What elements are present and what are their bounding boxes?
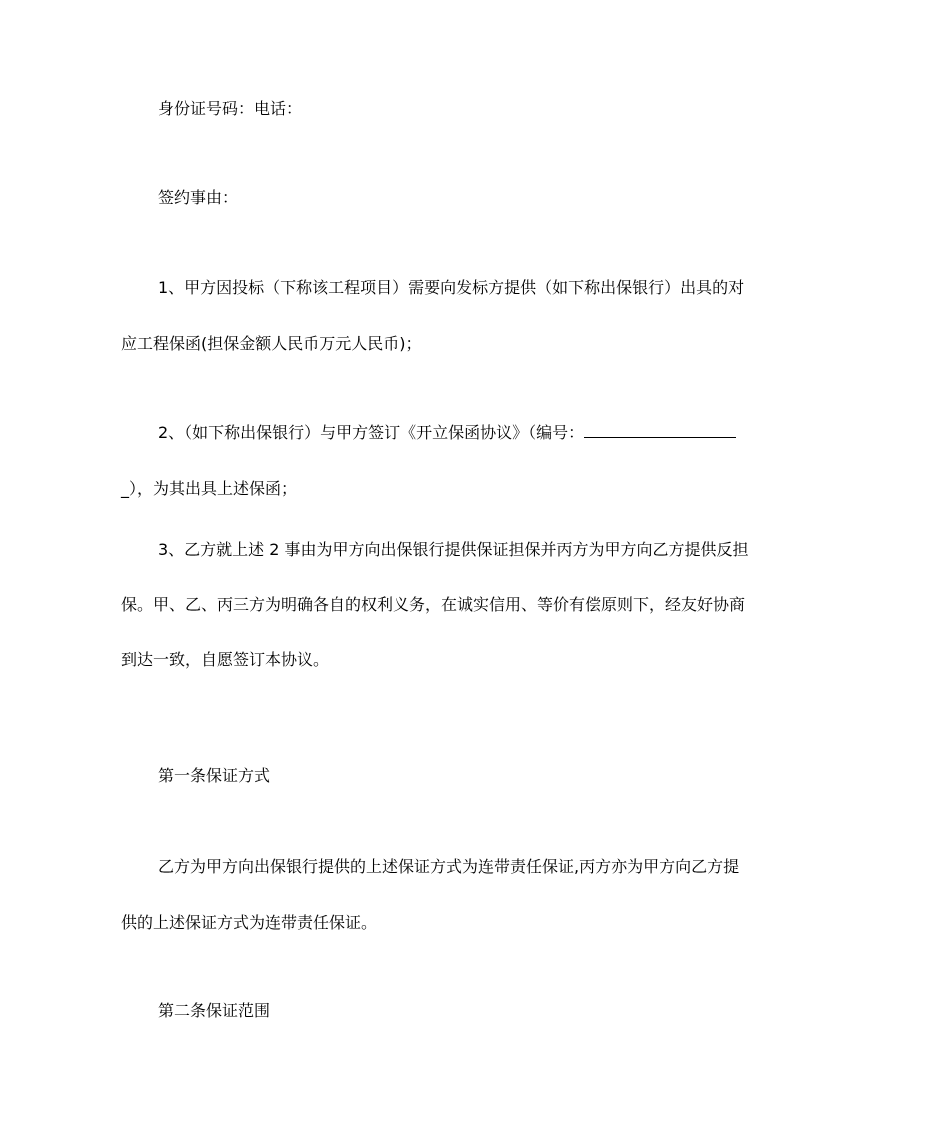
article-1-line-1: 乙方为甲方向出保银行提供的上述保证方式为连带责任保证,丙方亦为甲方向乙方提 — [158, 857, 740, 876]
item-2-line-1 — [121, 419, 831, 447]
reason-heading: 签约事由： — [158, 188, 239, 207]
item-1-line-1: 1、甲方因投标（下称该工程项目）需要向发标方提供（如下称出保银行）出具的对 — [158, 278, 745, 297]
item-3-paragraph — [121, 536, 831, 674]
article-2-heading: 第二条保证范围 — [158, 1001, 271, 1020]
item-3-line-3: 到达一致，自愿签订本协议。 — [121, 650, 330, 669]
article-1-heading-paragraph — [121, 762, 831, 790]
item-1-paragraph — [121, 274, 831, 358]
id-phone-paragraph — [121, 95, 831, 123]
item-2-line-1-text: 2、（如下称出保银行）与甲方签订《开立保函协议》（编号： — [158, 423, 585, 442]
item-2-line-2: _），为其出具上述保函； — [121, 479, 298, 498]
reason-heading-paragraph — [121, 184, 831, 212]
contract-number-blank — [584, 419, 736, 438]
item-1-line-2: 应工程保函(担保金额人民币万元人民币)； — [121, 334, 422, 353]
article-1-body-paragraph — [121, 853, 831, 937]
article-1-heading: 第一条保证方式 — [158, 766, 271, 785]
item-2-paragraph — [121, 419, 831, 503]
item-3-line-2: 保。甲、乙、丙三方为明确各自的权利义务，在诚实信用、等价有偿原则下，经友好协商 — [121, 595, 746, 614]
article-2-heading-paragraph — [121, 997, 831, 1025]
id-phone-line: 身份证号码：电话： — [158, 99, 303, 118]
item-3-line-1: 3、乙方就上述 2 事由为甲方向出保银行提供保证担保并丙方为甲方向乙方提供反担 — [158, 540, 749, 559]
article-1-line-2: 供的上述保证方式为连带责任保证。 — [121, 913, 378, 932]
